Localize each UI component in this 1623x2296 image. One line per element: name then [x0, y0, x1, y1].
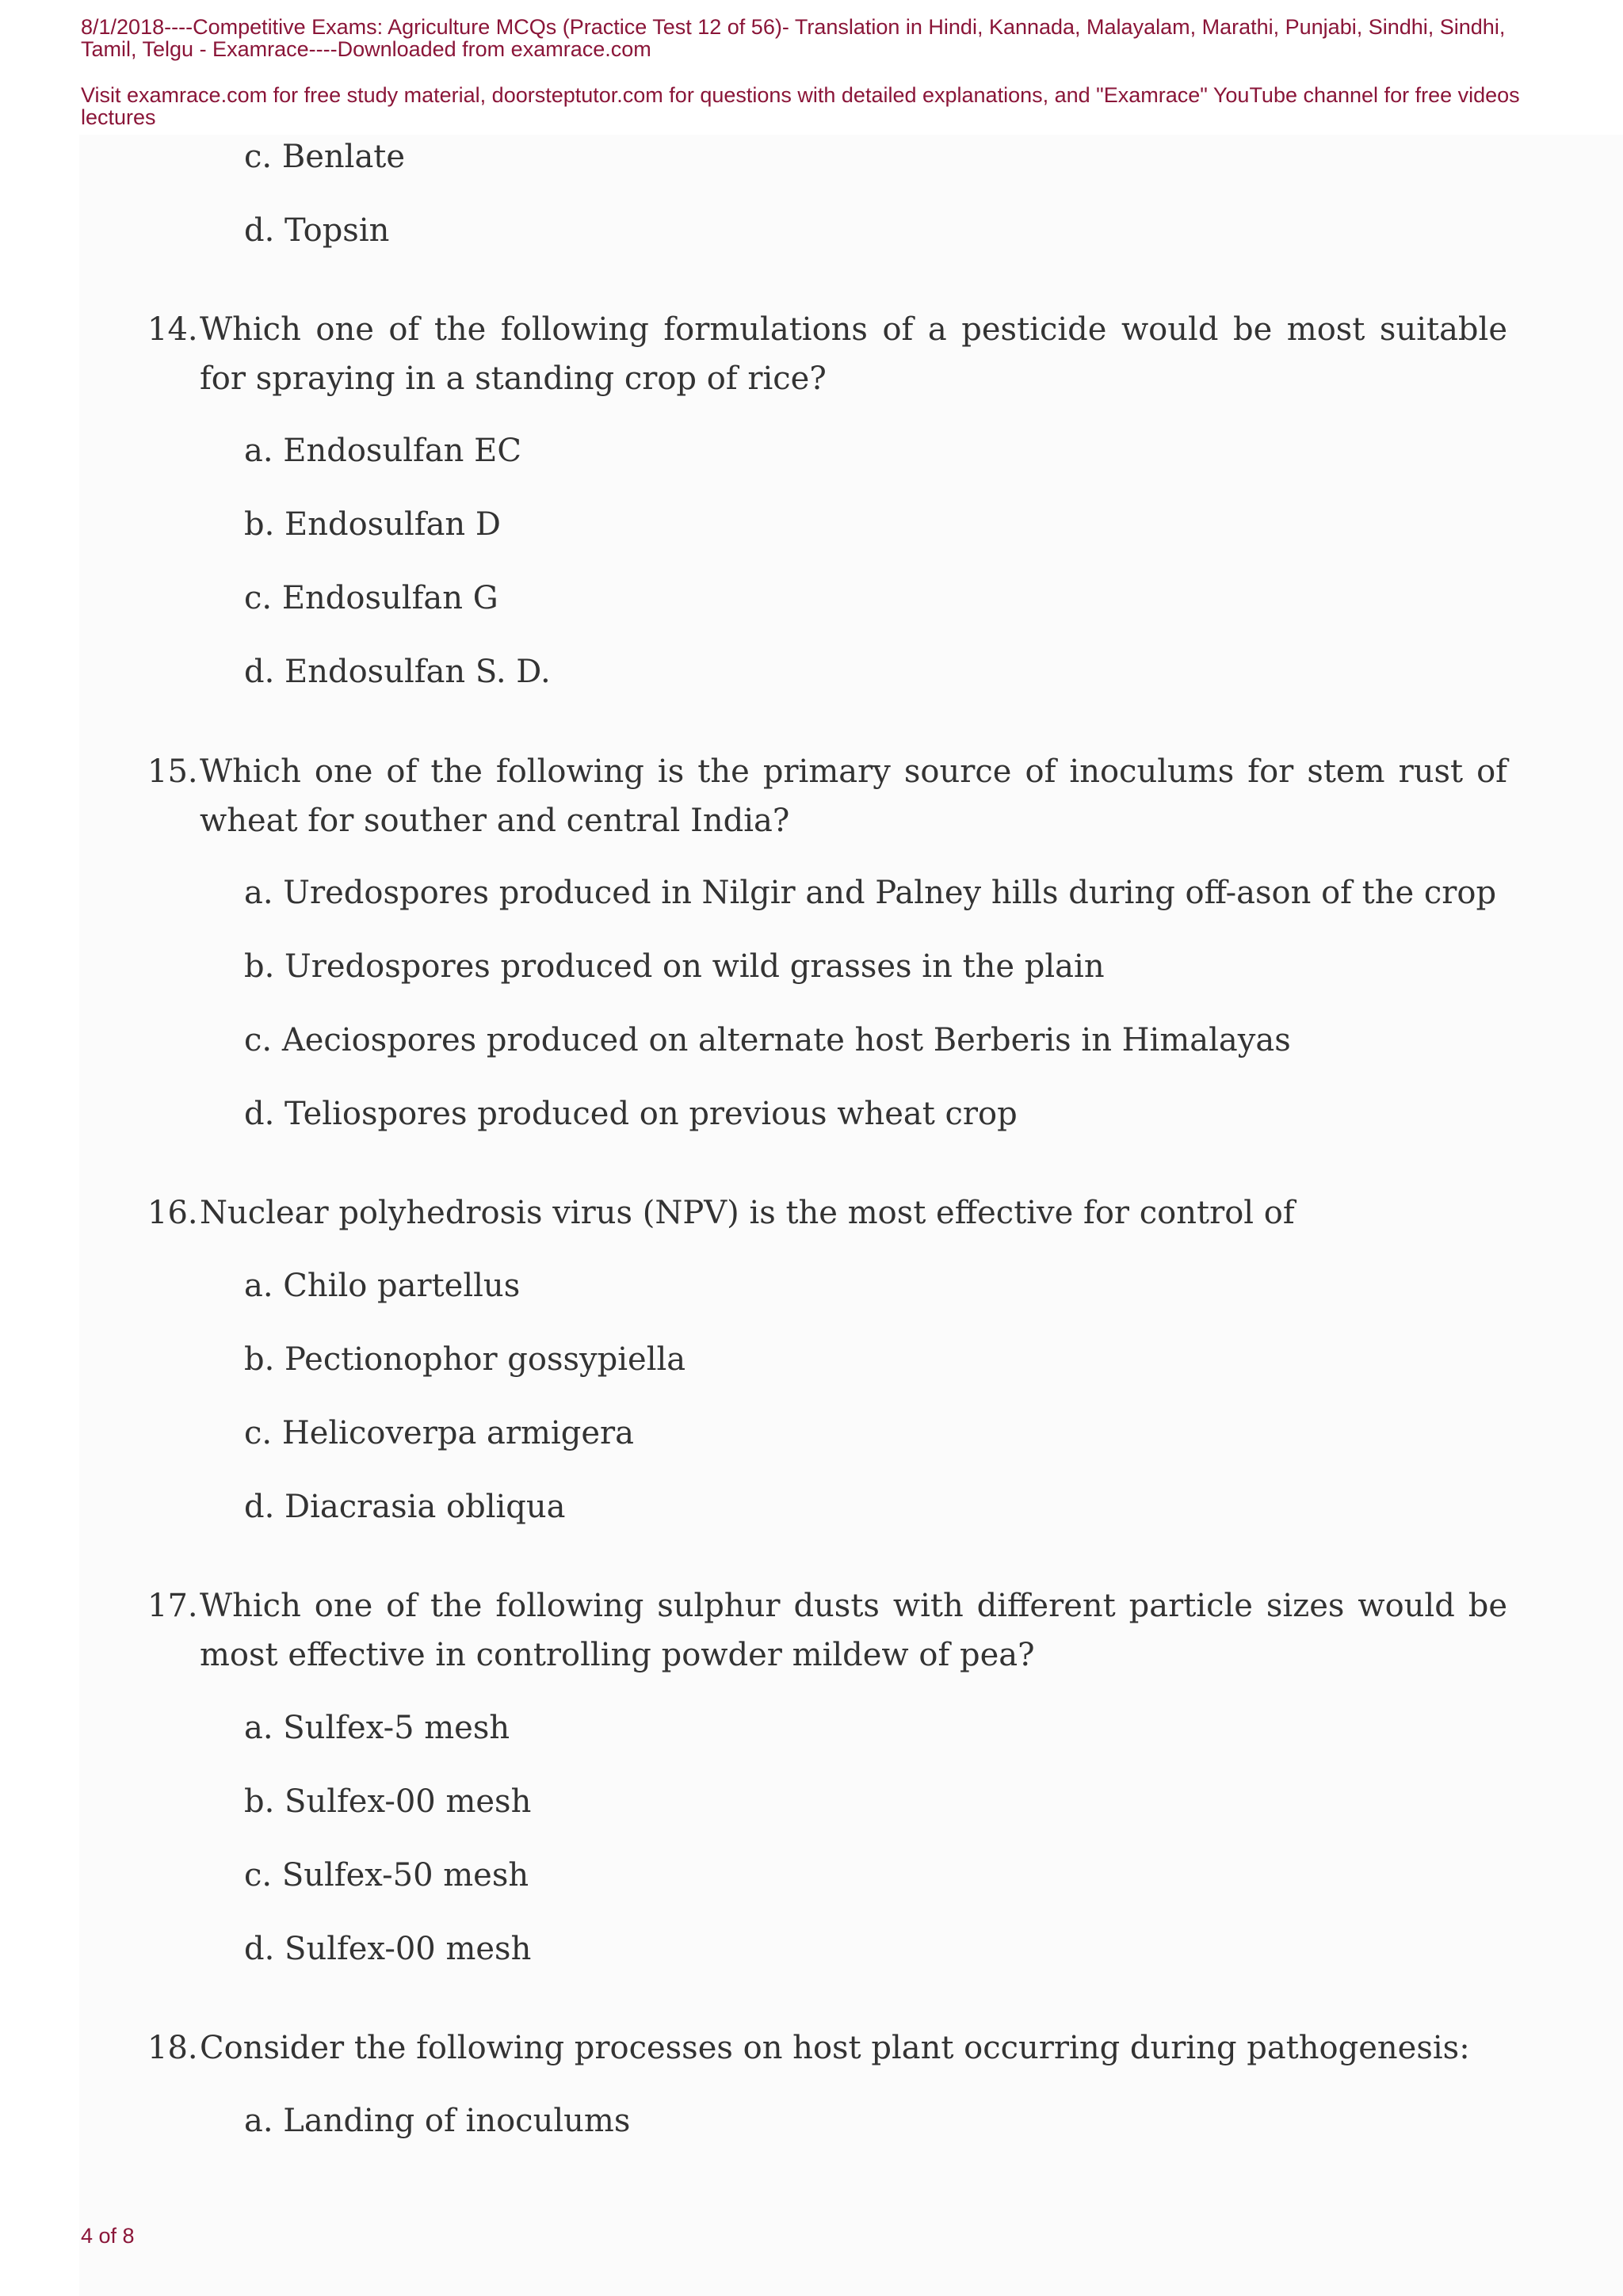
- notice-line: Visit examrace.com for free study material, doorsteptutor.com for questions with detailed explanations, and "Examrace" YouTube channel for free videos lectures: [81, 83, 1520, 129]
- question-number: 17.: [147, 1588, 198, 1624]
- option-text: d. Teliospores produced on previous wheat crop: [244, 1096, 1018, 1132]
- question-text: Consider the following processes on host plant occurring during pathogenesis:: [200, 2030, 1470, 2066]
- option-text: a. Uredospores produced in Nilgir and Palney hills during off-ason of the crop: [244, 875, 1497, 911]
- option-text: b. Sulfex-00 mesh: [244, 1783, 532, 1820]
- question-text: Which one of the following sulphur dusts with different particle sizes would be most effective in controlling powder mildew of pea?: [200, 1588, 1507, 1673]
- question-block: [147, 747, 1507, 845]
- question-block: [147, 305, 1507, 403]
- question-block: [147, 2023, 1507, 2073]
- option-text: a. Landing of inoculums: [244, 2103, 631, 2139]
- question-block: [147, 1581, 1507, 1680]
- question-text: Which one of the following formulations of a pesticide would be most suitable for spraying in a standing crop of rice?: [200, 311, 1507, 397]
- option-text: c. Aeciospores produced on alternate host Berberis in Himalayas: [244, 1022, 1291, 1058]
- option-text: d. Diacrasia obliqua: [244, 1489, 566, 1525]
- question-number: 16.: [147, 1195, 198, 1231]
- question-number: 14.: [147, 311, 198, 348]
- question-number: 18.: [147, 2030, 198, 2066]
- option-text: c. Helicoverpa armigera: [244, 1415, 634, 1451]
- option-text: b. Uredospores produced on wild grasses in the plain: [244, 948, 1105, 985]
- option-text: c. Sulfex-50 mesh: [244, 1857, 529, 1894]
- option-text: c. Endosulfan G: [244, 580, 498, 616]
- page-indicator: 4 of 8: [81, 2224, 135, 2248]
- option-text: b. Endosulfan D: [244, 506, 501, 543]
- question-number: 15.: [147, 753, 198, 790]
- option-text: b. Pectionophor gossypiella: [244, 1341, 686, 1378]
- source-header: [81, 16, 1555, 60]
- option-text: c. Benlate: [244, 139, 406, 175]
- question-block: [147, 1188, 1507, 1238]
- notice-header: [81, 84, 1555, 128]
- option-text: a. Sulfex-5 mesh: [244, 1710, 510, 1746]
- question-text: Nuclear polyhedrosis virus (NPV) is the most effective for control of: [200, 1195, 1295, 1231]
- source-line: 8/1/2018----Competitive Exams: Agriculture MCQs (Practice Test 12 of 56)- Translation in Hindi, Kannada, Malayalam, Marathi, Punjabi, Sindhi, Sindhi, Tamil, Telgu - Examrace----Downloaded from examrace.com: [81, 15, 1506, 61]
- option-text: d. Topsin: [244, 212, 390, 249]
- option-text: d. Sulfex-00 mesh: [244, 1931, 532, 1967]
- question-text: Which one of the following is the primary source of inoculums for stem rust of wheat for souther and central India?: [200, 753, 1507, 839]
- option-text: d. Endosulfan S. D.: [244, 654, 551, 690]
- option-text: a. Chilo partellus: [244, 1268, 521, 1304]
- option-text: a. Endosulfan EC: [244, 433, 521, 469]
